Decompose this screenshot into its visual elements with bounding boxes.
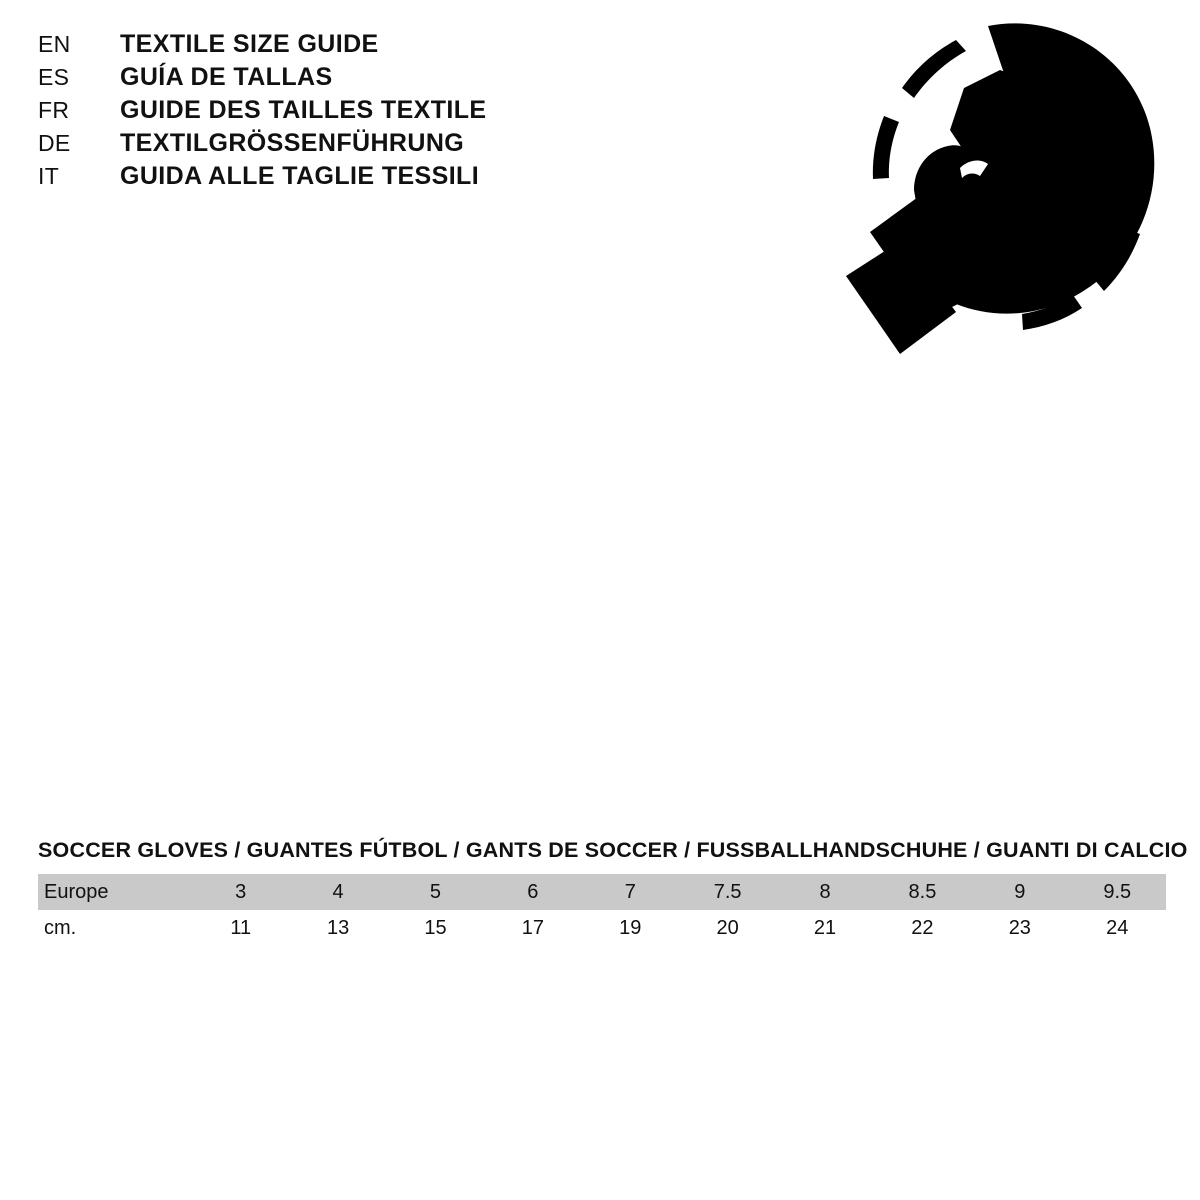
language-code: EN	[38, 31, 71, 57]
table-cell: 24	[1106, 916, 1129, 939]
table-cell: 13	[326, 916, 350, 939]
table-cell: 9.5	[1103, 880, 1132, 903]
table-row	[38, 910, 1166, 946]
language-code: DE	[38, 130, 71, 156]
language-code: IT	[38, 163, 60, 189]
table-cell: 4	[332, 880, 344, 903]
table-cell: 9	[1014, 880, 1026, 903]
language-title: GUÍA DE TALLAS	[120, 63, 333, 91]
language-header-block	[38, 30, 598, 195]
size-table	[38, 874, 1166, 946]
language-title: GUIDA ALLE TAGLIE TESSILI	[120, 162, 480, 190]
table-cell: 7.5	[713, 880, 742, 903]
table-cell: 7	[624, 880, 636, 903]
language-code: ES	[38, 64, 70, 90]
table-cell: 23	[1008, 916, 1031, 939]
table-cell: 22	[911, 916, 934, 939]
table-cell: 11	[230, 916, 252, 939]
table-cell: 8	[819, 880, 831, 903]
table-cell: 20	[716, 916, 739, 939]
language-title: GUIDE DES TAILLES TEXTILE	[120, 96, 487, 124]
table-cell: 6	[527, 880, 539, 903]
table-cell: 15	[424, 916, 447, 939]
language-code: FR	[38, 97, 70, 123]
table-cell: 17	[521, 916, 544, 939]
table-cell: 19	[619, 916, 642, 939]
language-row	[38, 30, 598, 63]
row-label: Europe	[44, 880, 109, 903]
language-row	[38, 96, 598, 129]
table-cell: 5	[429, 880, 442, 903]
language-row	[38, 63, 598, 96]
size-table-title: SOCCER GLOVES / GUANTES FÚTBOL / GANTS DE SOCCER / FUSSBALLHANDSCHUHE / GUANTI DI CALCIO	[38, 838, 1188, 862]
table-cell: 3	[235, 880, 247, 903]
language-row	[38, 162, 598, 195]
language-title: TEXTILGRÖSSENFÜHRUNG	[120, 129, 465, 157]
table-cell: 21	[813, 916, 837, 939]
goalkeeper-glove-and-ball-icon	[810, 18, 1160, 378]
table-row	[38, 874, 1166, 910]
language-row	[38, 129, 598, 162]
size-table-section	[38, 838, 1188, 946]
row-label: cm.	[44, 916, 77, 939]
language-title: TEXTILE SIZE GUIDE	[120, 30, 379, 58]
table-cell: 8.5	[908, 880, 937, 903]
